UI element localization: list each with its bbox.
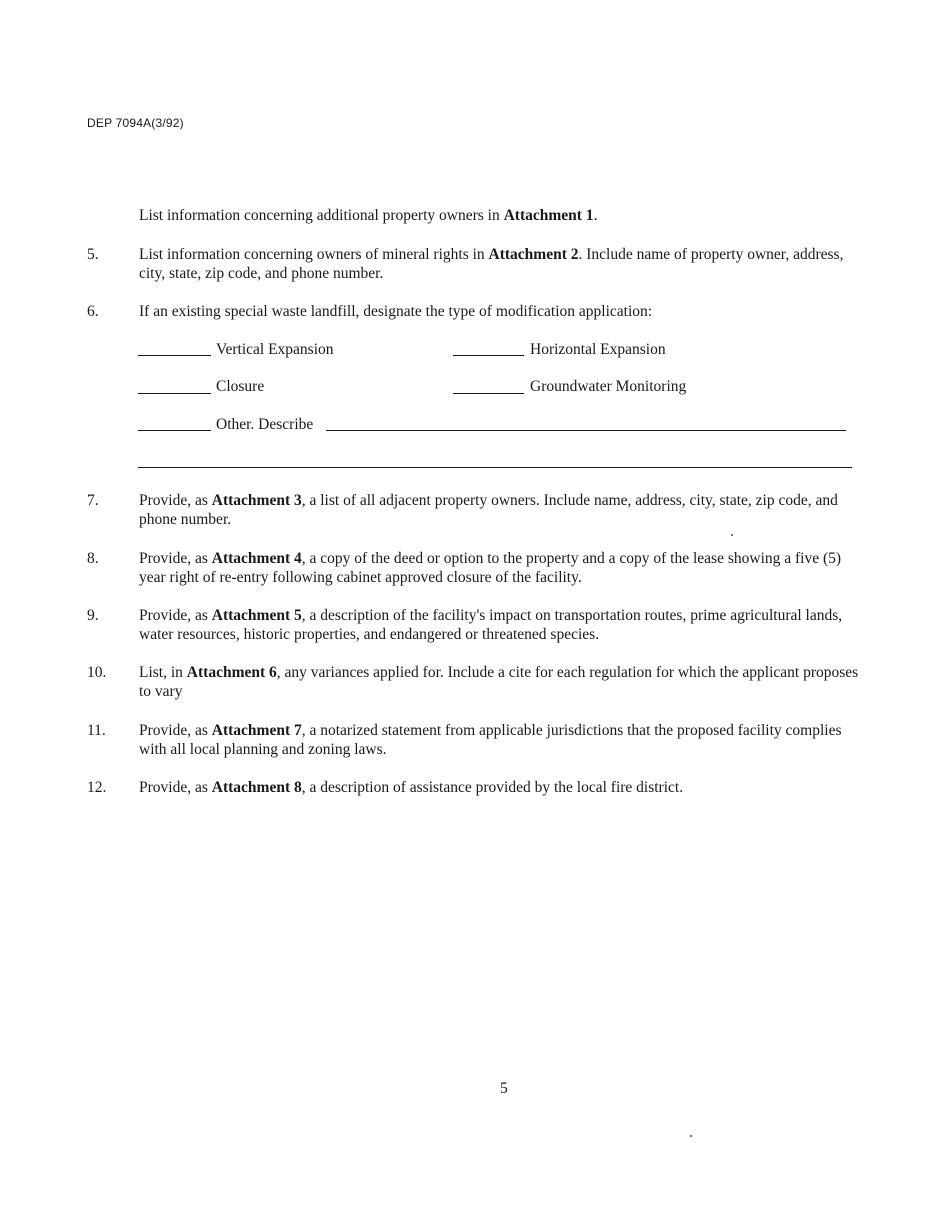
item-12-text: Provide, as xyxy=(139,779,212,796)
item-11-paragraph xyxy=(139,721,869,759)
item-5-paragraph xyxy=(139,245,869,283)
item-11-text-end: , a notarized statement from applicable jurisdictions that the proposed facility complies with all local planning and zoning laws. xyxy=(139,722,842,758)
attachment-3-label: Attachment 3 xyxy=(211,492,302,509)
groundwater-monitoring-blank[interactable] xyxy=(453,393,524,394)
other-blank[interactable] xyxy=(138,430,211,431)
other-describe-line-2[interactable] xyxy=(138,467,852,468)
item-12-text-end: , a description of assistance provided by the local fire district. xyxy=(301,779,684,796)
other-describe-line[interactable] xyxy=(326,430,846,431)
item-7-text-end: , a list of all adjacent property owners. Include name, address, city, state, zip code, and phone number. xyxy=(139,492,838,528)
item-9-paragraph xyxy=(139,606,869,644)
attachment-4-label: Attachment 4 xyxy=(211,550,302,567)
attachment-8-label: Attachment 8 xyxy=(211,779,302,796)
item-7-paragraph xyxy=(139,491,869,529)
vertical-expansion-blank[interactable] xyxy=(138,355,211,356)
item-8-paragraph xyxy=(139,549,869,587)
item-12-number: 12. xyxy=(87,779,107,796)
item-10-text-end: , any variances applied for. Include a cite for each regulation for which the applicant proposes to vary xyxy=(139,664,859,700)
item-5-text-end: . Include name of property owner, address, city, state, zip code, and phone number. xyxy=(139,246,844,282)
other-describe-label: Other. Describe xyxy=(216,416,314,433)
item-9-text-end: , a description of the facility's impact on transportation routes, prime agricultural lands, water resources, historic properties, and endangered or threatened species. xyxy=(139,607,843,643)
attachment-1-label: Attachment 1 xyxy=(503,207,594,224)
groundwater-monitoring-label: Groundwater Monitoring xyxy=(530,378,687,395)
item-11-number: 11. xyxy=(87,722,106,739)
scan-speck xyxy=(731,534,733,536)
horizontal-expansion-label: Horizontal Expansion xyxy=(530,341,666,358)
item-10-paragraph xyxy=(139,663,869,701)
attachment-5-label: Attachment 5 xyxy=(211,607,302,624)
attachment-2-label: Attachment 2 xyxy=(488,246,579,263)
item-6-paragraph: If an existing special waste landfill, designate the type of modification application: xyxy=(139,303,653,320)
item-8-text: Provide, as xyxy=(139,550,212,567)
item-10-number: 10. xyxy=(87,664,107,681)
item-7-number: 7. xyxy=(87,492,99,509)
item-12-paragraph xyxy=(139,778,869,797)
item-8-number: 8. xyxy=(87,550,99,567)
form-code: DEP 7094A(3/92) xyxy=(87,116,184,130)
item-10-text: List, in xyxy=(139,664,187,681)
item-7-text: Provide, as xyxy=(139,492,212,509)
scan-speck xyxy=(690,1135,692,1137)
item-9-number: 9. xyxy=(87,607,99,624)
page-number: 5 xyxy=(500,1080,508,1097)
attachment-6-label: Attachment 6 xyxy=(186,664,277,681)
intro-text-end: . xyxy=(593,207,598,224)
intro-paragraph xyxy=(139,206,869,225)
closure-blank[interactable] xyxy=(138,393,211,394)
item-5-number: 5. xyxy=(87,246,99,263)
vertical-expansion-label: Vertical Expansion xyxy=(216,341,334,358)
intro-text: List information concerning additional property owners in xyxy=(139,207,504,224)
closure-label: Closure xyxy=(216,378,265,395)
item-11-text: Provide, as xyxy=(139,722,212,739)
item-5-text: List information concerning owners of mineral rights in xyxy=(139,246,489,263)
attachment-7-label: Attachment 7 xyxy=(211,722,302,739)
item-6-number: 6. xyxy=(87,303,99,320)
item-8-text-end: , a copy of the deed or option to the property and a copy of the lease showing a five (5) year right of re-entry following cabinet approved closure of the facility. xyxy=(139,550,842,586)
item-9-text: Provide, as xyxy=(139,607,212,624)
horizontal-expansion-blank[interactable] xyxy=(453,355,524,356)
